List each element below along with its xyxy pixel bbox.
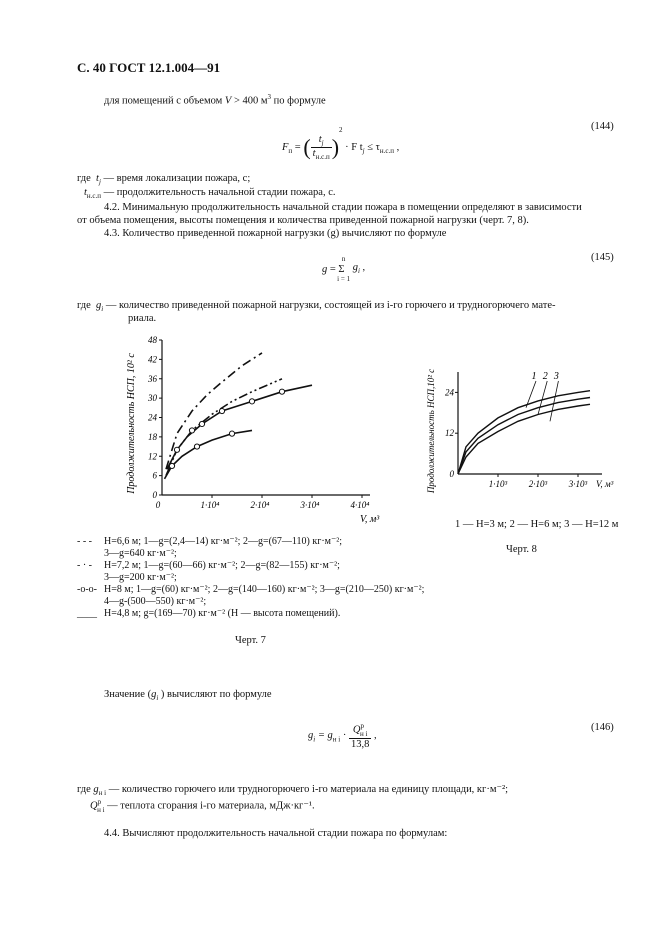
legend-row-cont: 3—g=200 кг·м⁻²; bbox=[104, 572, 177, 583]
formula-144: $F_п$ = ( $\frac{t_j}{t_{н.с.п}}$ )$^2$ · F $t_j \le \tau_{н.с.п}$ , bbox=[282, 126, 400, 162]
y-axis-label: Продолжительность НСП, 10² с bbox=[126, 353, 137, 494]
x-tick-label: 2·10⁴ bbox=[250, 500, 270, 510]
legend-marker: - · - bbox=[77, 560, 92, 571]
y-tick-label: 36 bbox=[148, 373, 157, 384]
data-point bbox=[199, 421, 204, 426]
y-tick-label: 24 bbox=[148, 412, 157, 423]
series-line-4 bbox=[165, 430, 253, 479]
leader-line bbox=[538, 381, 547, 415]
data-point bbox=[189, 428, 194, 433]
legend-row-cont: 4—g-(500—550) кг·м⁻²; bbox=[104, 596, 207, 607]
y-tick-label: 24 bbox=[445, 387, 454, 398]
legend-text: Н=6,6 м; 1—g=(2,4—14) кг·м⁻²; 2—g=(67—110) кг·м⁻²; bbox=[104, 536, 343, 547]
chart-7-legend bbox=[77, 536, 424, 620]
data-point bbox=[229, 431, 234, 436]
legend-row bbox=[77, 608, 424, 620]
paragraph-4-4: 4.4. Вычисляют продолжительность начальной стадии пожара по формулам: bbox=[104, 828, 448, 839]
where-block-1-line2: $t_{н.с.п}$ — продолжительность начальной стадии пожара, с. bbox=[84, 187, 336, 201]
formula-146: $g_i = g_{н i}$ · $\frac{Q^р_{н i}}{13,8}$ , bbox=[308, 722, 377, 750]
legend-marker: - - - bbox=[77, 536, 92, 547]
chart-8-legend: 1 — Н=3 м; 2 — Н=6 м; 3 — Н=12 м bbox=[455, 519, 619, 530]
where-block-3-line2: $Q^р_{н i}$ — теплота сгорания i-го материала, мДж·кг⁻¹. bbox=[90, 798, 315, 814]
paragraph-4-2-line1: 4.2. Минимальную продолжительность начальной стадии пожара в помещении определяют в зависимости bbox=[104, 202, 582, 213]
series-line-1 bbox=[166, 353, 262, 469]
formula-145: g = Σ n i = 1 $g_i$ , bbox=[322, 255, 366, 283]
y-tick-label: 18 bbox=[148, 431, 157, 442]
chart-8 bbox=[422, 352, 622, 502]
curve-label-2: 2 bbox=[542, 371, 548, 382]
y-tick-label: 42 bbox=[148, 354, 157, 365]
chart-7-caption: Черт. 7 bbox=[235, 635, 266, 646]
legend-text: Н=7,2 м; 1—g=(60—66) кг·м⁻²; 2—g=(82—155) кг·м⁻²; bbox=[104, 560, 340, 571]
x-tick-label: 1·10⁴ bbox=[200, 500, 220, 510]
curve-label-1: 1 bbox=[531, 371, 537, 382]
legend-row-cont: 3—g=640 кг·м⁻²; bbox=[104, 548, 177, 559]
paragraph-4-3: 4.3. Количество приведенной пожарной нагрузки (g) вычисляют по формуле bbox=[104, 228, 447, 239]
value-line: Значение ($g_i$ ) вычисляют по формуле bbox=[104, 689, 272, 703]
x-tick-label: 3·10³ bbox=[568, 479, 588, 489]
y-tick-label: 6 bbox=[152, 470, 157, 481]
y-tick-label: 0 bbox=[449, 469, 454, 479]
where-block-2-cont: риала. bbox=[128, 313, 157, 324]
where-block-2: где $g_i$ — количество приведенной пожарной нагрузки, состоящей из i-го горючего и трудногорючего мате- bbox=[77, 300, 556, 314]
formula-146-number: (146) bbox=[591, 722, 614, 733]
data-point bbox=[279, 389, 284, 394]
y-axis-label: Продолжительность НСП,10² с bbox=[426, 368, 436, 494]
chart-7 bbox=[120, 328, 385, 524]
data-point bbox=[174, 447, 179, 452]
series-line-2 bbox=[458, 398, 590, 475]
intro-line: для помещений с объемом V > 400 $м^3$ по формуле bbox=[104, 93, 326, 107]
series-line-2 bbox=[166, 379, 282, 476]
x-axis-label: V, м³ bbox=[360, 514, 380, 524]
legend-row bbox=[77, 560, 424, 572]
x-tick-label: 4·10⁴ bbox=[350, 500, 370, 510]
legend-marker: ____ bbox=[77, 608, 97, 619]
legend-row bbox=[77, 536, 424, 548]
data-point bbox=[249, 399, 254, 404]
x-tick-label: 3·10⁴ bbox=[300, 500, 320, 510]
series-line-1 bbox=[458, 391, 590, 474]
page-header: С. 40 ГОСТ 12.1.004—91 bbox=[77, 60, 221, 75]
where-block-1-line1: где $t_j$ — время локализации пожара, с; bbox=[77, 173, 251, 187]
y-tick-label: 0 bbox=[152, 490, 157, 500]
legend-row bbox=[77, 584, 424, 596]
x-axis-label: V, м³ bbox=[596, 479, 614, 489]
y-tick-label: 12 bbox=[148, 451, 157, 462]
data-point bbox=[194, 444, 199, 449]
data-point bbox=[169, 463, 174, 468]
paragraph-4-2-line2: от объема помещения, высоты помещения и количества приведенной пожарной нагрузки (черт. 7, 8). bbox=[77, 215, 529, 226]
y-tick-label: 48 bbox=[148, 335, 157, 345]
leader-line bbox=[550, 381, 558, 421]
where-block-3-line1: где $g_{н i}$ — количество горючего или трудногорючего i-го материала на единицу площади, кг·м⁻²; bbox=[77, 784, 509, 798]
data-point bbox=[219, 408, 224, 413]
y-tick-label: 30 bbox=[148, 393, 157, 404]
legend-text: Н=8 м; 1—g=(60) кг·м⁻²; 2—g=(140—160) кг·м⁻²; 3—g=(210—250) кг·м⁻²; bbox=[104, 584, 425, 595]
x-tick-label: 2·10³ bbox=[528, 479, 548, 489]
formula-144-number: (144) bbox=[591, 121, 614, 132]
legend-text: Н=4,8 м; g=(169—70) кг·м⁻² (Н — высота помещений). bbox=[104, 608, 341, 619]
legend-marker: -o-o- bbox=[77, 584, 97, 595]
x-origin-label: 0 bbox=[155, 500, 161, 510]
x-tick-label: 1·10³ bbox=[488, 479, 508, 489]
curve-label-3: 3 bbox=[553, 371, 559, 382]
y-tick-label: 12 bbox=[445, 428, 454, 439]
chart-8-caption: Черт. 8 bbox=[506, 544, 537, 555]
formula-145-number: (145) bbox=[591, 252, 614, 263]
